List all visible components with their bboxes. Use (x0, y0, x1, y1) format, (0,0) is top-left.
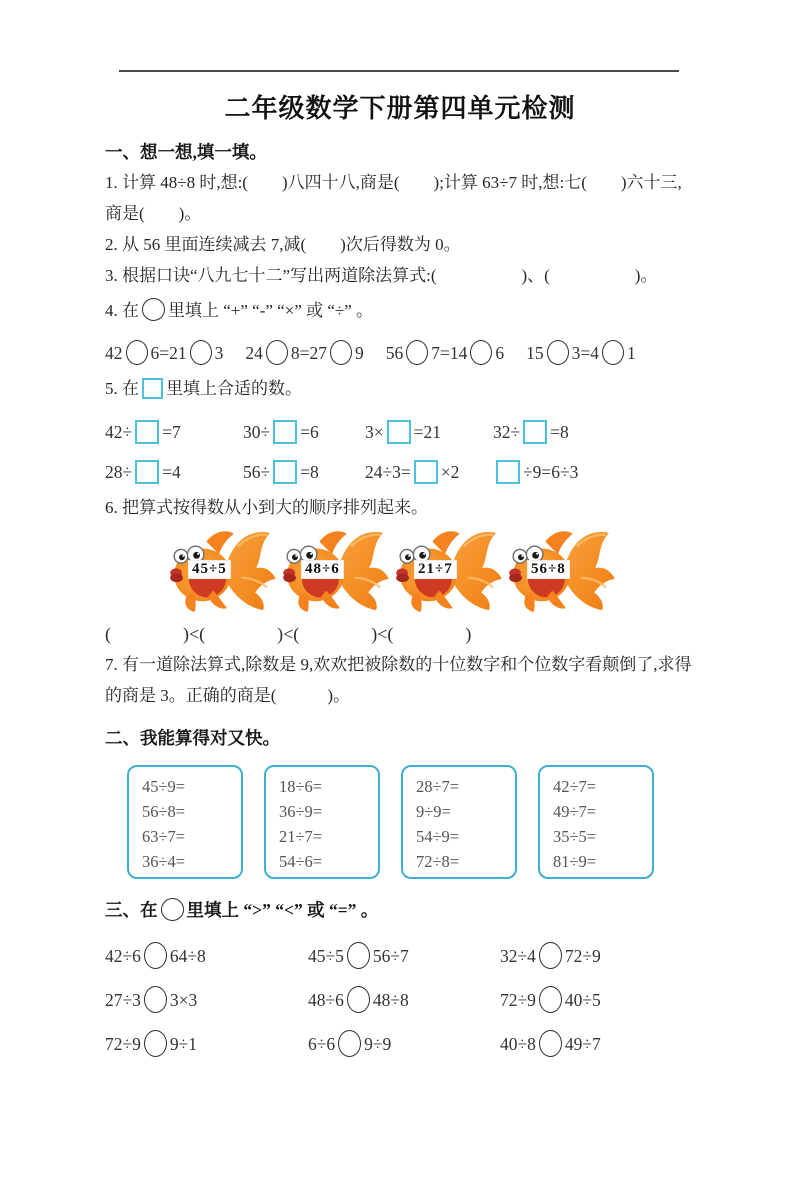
section1-heading: 一、想一想,填一填。 (105, 142, 267, 162)
equation: 30÷ =6 (243, 422, 319, 442)
blank-square-icon (273, 420, 297, 444)
question-4-pre: 4. 在 (105, 301, 139, 320)
goldfish-row (169, 527, 695, 613)
equation: 32÷ =8 (493, 422, 569, 442)
blank-circle-icon (144, 1030, 167, 1057)
comparison: 72÷9 9÷1 (105, 1030, 308, 1057)
calc-box: 28÷7= 9÷9= 54÷9= 72÷8= (401, 765, 517, 879)
question-5-heading (105, 373, 695, 404)
comparison: 40÷8 49÷7 (500, 1030, 695, 1057)
equation: ÷9=6÷3 (493, 460, 695, 484)
question-1-line2: 商是( )。 (105, 204, 202, 223)
goldfish-image (508, 527, 616, 613)
question-3: 3. 根据口诀“八九七十二”写出两道除法算式:( )、( )。 (105, 266, 658, 285)
goldfish-image (395, 527, 503, 613)
blank-circle-icon (126, 340, 148, 365)
blank-circle-icon (547, 340, 569, 365)
blank-circle-icon (406, 340, 428, 365)
question-4-post: 里填上 “+” “-” “×” 或 “÷” 。 (168, 301, 374, 320)
question-5-post: 里填上合适的数。 (166, 379, 302, 398)
page-title: 二年级数学下册第四单元检测 (224, 94, 576, 123)
question-7-line2: 的商是 3。正确的商是( )。 (105, 686, 351, 705)
comparison: 42÷6 64÷8 (105, 942, 308, 969)
blank-circle-icon (266, 340, 288, 365)
equation: 24 8=27 9 (245, 340, 363, 365)
blank-square-icon (135, 420, 159, 444)
blank-square-icon (387, 420, 411, 444)
blank-square-icon (142, 378, 163, 399)
fish-expression-label: 56÷8 (527, 560, 570, 579)
blank-circle-icon (338, 1030, 361, 1057)
comparison: 72÷9 40÷5 (500, 986, 695, 1013)
comparison: 48÷6 48÷8 (308, 986, 500, 1013)
blank-circle-icon (330, 340, 352, 365)
equation: 56÷ =8 (243, 462, 319, 482)
blank-circle-icon (470, 340, 492, 365)
section3-row2 (105, 986, 695, 1013)
blank-square-icon (523, 420, 547, 444)
question-6-answer-line: ( )<( )<( )<( ) (105, 624, 472, 644)
comparison: 45÷5 56÷7 (308, 942, 500, 969)
equation: 42 6=21 3 (105, 340, 223, 365)
equation: 15 3=4 1 (526, 340, 636, 365)
fish-expression-label: 45÷5 (188, 560, 231, 579)
question-7-line1: 7. 有一道除法算式,除数是 9,欢欢把被除数的十位数字和个位数字看颠倒了,求得 (105, 655, 692, 674)
section3-heading (105, 895, 695, 925)
question-6-heading: 6. 把算式按得数从小到大的顺序排列起来。 (105, 498, 428, 517)
fish-expression-label: 21÷7 (414, 560, 457, 579)
equation: 42÷ =7 (105, 422, 181, 442)
section3-row1 (105, 942, 695, 969)
comparison: 27÷3 3×3 (105, 986, 308, 1013)
blank-circle-icon (161, 898, 184, 921)
equation: 3× =21 (365, 422, 441, 442)
blank-circle-icon (190, 340, 212, 365)
blank-circle-icon (347, 942, 370, 969)
comparison: 6÷6 9÷9 (308, 1030, 500, 1057)
question-1-line1: 1. 计算 48÷8 时,想:( )八四十八,商是( );计算 63÷7 时,想:七( )六十三, (105, 173, 682, 192)
blank-circle-icon (602, 340, 624, 365)
top-rule (119, 70, 679, 72)
section3-row3 (105, 1030, 695, 1057)
section2-heading: 二、我能算得对又快。 (105, 728, 280, 748)
question-4-heading (105, 295, 695, 326)
worksheet-page (0, 70, 793, 1192)
blank-circle-icon (144, 942, 167, 969)
comparison: 32÷4 72÷9 (500, 942, 695, 969)
section3-pre: 三、在 (105, 900, 158, 920)
calculation-boxes (127, 765, 695, 879)
blank-circle-icon (142, 298, 165, 321)
calc-box: 18÷6= 36÷9= 21÷7= 54÷6= (264, 765, 380, 879)
blank-square-icon (135, 460, 159, 484)
blank-circle-icon (539, 986, 562, 1013)
question-5-row1 (105, 420, 695, 444)
blank-square-icon (496, 460, 520, 484)
section3-post: 里填上 “>” “<” 或 “=” 。 (186, 900, 379, 920)
calc-box: 42÷7= 49÷7= 35÷5= 81÷9= (538, 765, 654, 879)
blank-square-icon (414, 460, 438, 484)
question-5-row2 (105, 460, 695, 484)
equation: 56 7=14 6 (386, 340, 504, 365)
question-2: 2. 从 56 里面连续减去 7,减( )次后得数为 0。 (105, 235, 461, 254)
blank-square-icon (273, 460, 297, 484)
equation: 24÷3= ×2 (365, 462, 460, 482)
blank-circle-icon (144, 986, 167, 1013)
fish-expression-label: 48÷6 (301, 560, 344, 579)
goldfish-image (169, 527, 277, 613)
question-4-equations (105, 340, 695, 365)
blank-circle-icon (539, 1030, 562, 1057)
equation: 28÷ =4 (105, 462, 181, 482)
goldfish-image (282, 527, 390, 613)
blank-circle-icon (347, 986, 370, 1013)
blank-circle-icon (539, 942, 562, 969)
question-5-pre: 5. 在 (105, 379, 139, 398)
calc-box: 45÷9= 56÷8= 63÷7= 36÷4= (127, 765, 243, 879)
